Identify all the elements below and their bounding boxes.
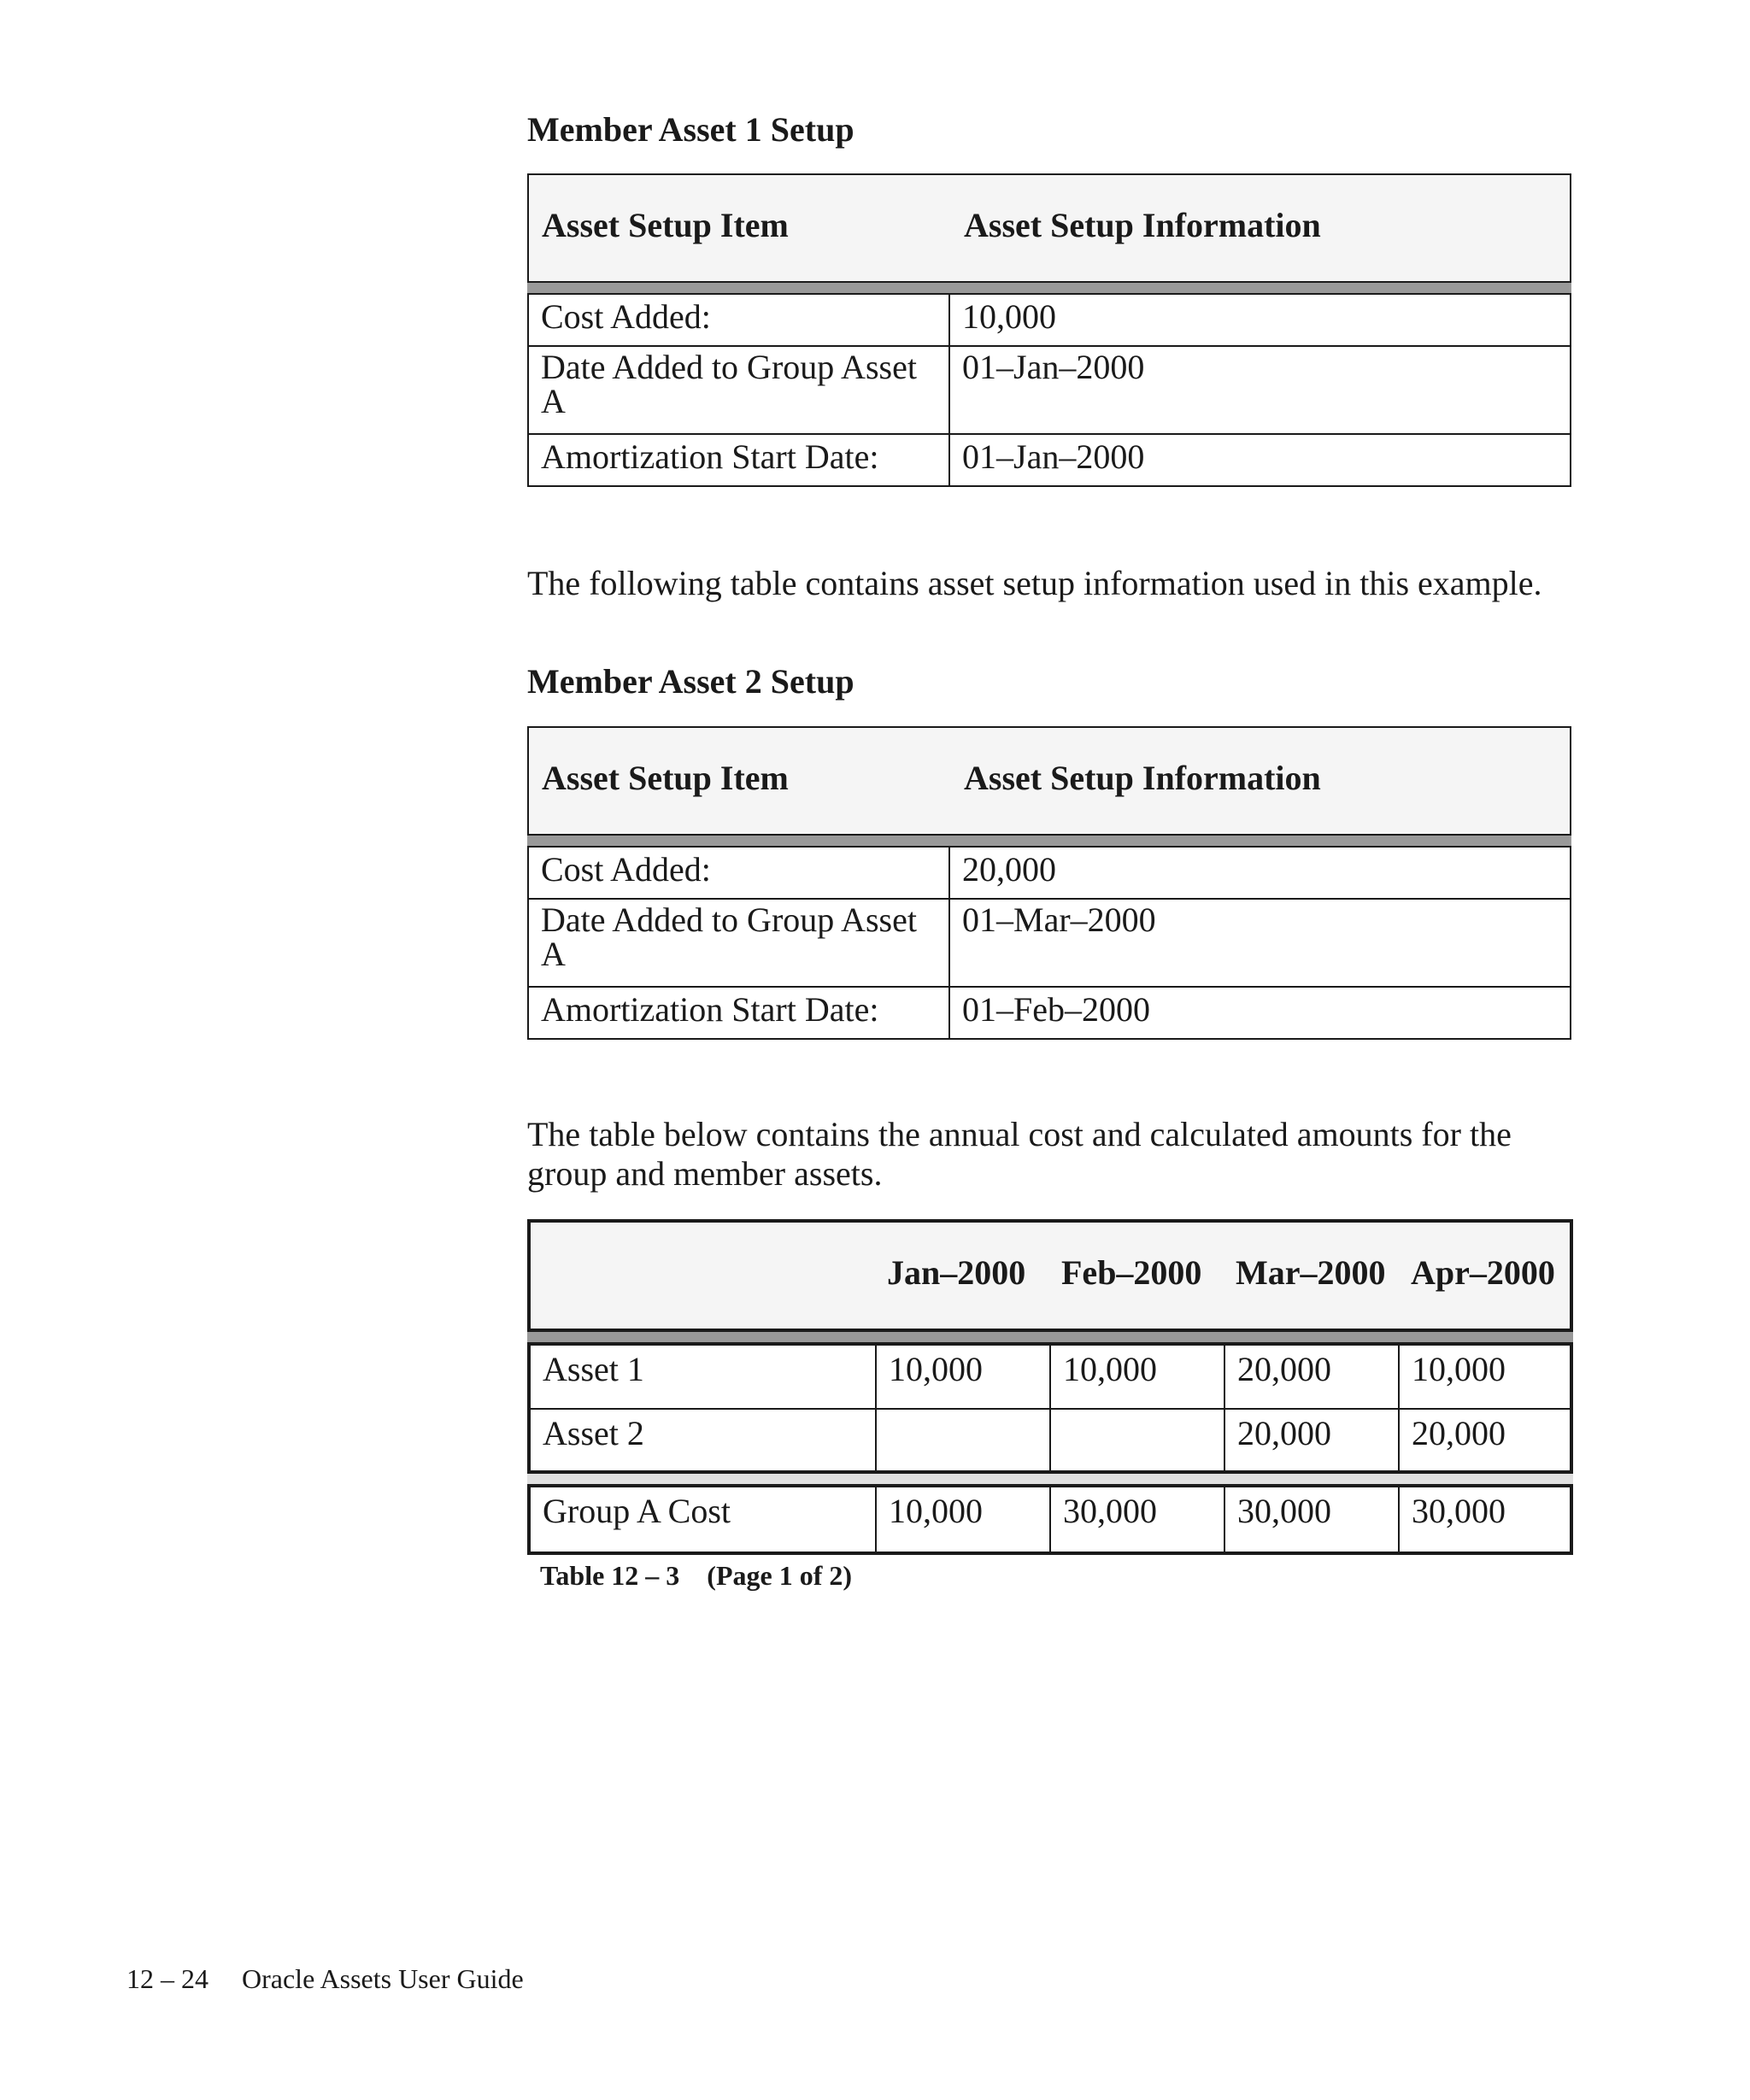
cell: 30,000: [1412, 1492, 1506, 1530]
table-caption: Table 12 – 3 (Page 1 of 2): [540, 1560, 853, 1591]
paragraph: The following table contains asset setup information used in this example.: [527, 564, 1542, 602]
table-row: [527, 293, 1571, 347]
cost-table: [527, 1219, 1573, 1555]
table-body: [527, 1342, 1573, 1474]
col-header: Feb–2000: [1061, 1253, 1202, 1292]
row-info: 20,000: [962, 850, 1056, 889]
table-row: [531, 1346, 1570, 1408]
row-info: 01–Jan–2000: [962, 437, 1145, 476]
table-total: [527, 1484, 1573, 1555]
row-item: Amortization Start Date:: [529, 435, 950, 485]
cell: 20,000: [1412, 1414, 1506, 1452]
book-title: Oracle Assets User Guide: [242, 1963, 524, 1994]
row-item: Amortization Start Date:: [529, 988, 950, 1038]
row-item: Date Added to Group Asset A: [529, 347, 950, 433]
paragraph: The table below contains the annual cost and calculated amounts for the group and member assets.: [527, 1115, 1512, 1193]
col-header: Mar–2000: [1236, 1253, 1386, 1292]
header-rule: [527, 1332, 1573, 1342]
table1-title: Member Asset 1 Setup: [527, 110, 854, 149]
table-row: [527, 347, 1571, 435]
header-item: Asset Setup Item: [542, 759, 789, 797]
table-row: [527, 435, 1571, 487]
cell: 30,000: [1051, 1487, 1225, 1552]
header-rule: [527, 836, 1571, 846]
cell: 30,000: [1225, 1487, 1400, 1552]
cell: 10,000: [877, 1487, 1051, 1552]
member-asset-2-table: [527, 726, 1571, 1040]
row-label: Asset 1: [531, 1346, 877, 1408]
table-header: [527, 726, 1571, 836]
row-info: 01–Feb–2000: [962, 990, 1150, 1029]
cell: 10,000: [877, 1346, 1051, 1408]
header-rule: [527, 283, 1571, 293]
row-item: Cost Added:: [529, 295, 950, 345]
page-footer: [126, 1962, 524, 1996]
row-item: Cost Added:: [529, 848, 950, 898]
header-info: Asset Setup Information: [964, 206, 1321, 244]
table2-title: Member Asset 2 Setup: [527, 662, 854, 701]
col-header: Jan–2000: [887, 1253, 1026, 1292]
row-label: Asset 2: [531, 1410, 877, 1470]
col-header: Apr–2000: [1411, 1253, 1555, 1292]
table-row: [531, 1408, 1570, 1470]
cell: 10,000: [1051, 1346, 1225, 1408]
table-header: [527, 173, 1571, 283]
table-header: [527, 1219, 1573, 1332]
row-label: Group A Cost: [531, 1487, 877, 1552]
header-info: Asset Setup Information: [964, 759, 1321, 797]
table-row: [527, 988, 1571, 1040]
cell: 20,000: [1225, 1346, 1400, 1408]
row-info: 01–Jan–2000: [962, 348, 1145, 386]
row-info: 10,000: [962, 297, 1056, 336]
table-row: [527, 846, 1571, 900]
total-rule: [527, 1474, 1573, 1484]
cell: 10,000: [1412, 1350, 1506, 1388]
total-row: [531, 1487, 1570, 1552]
cell: [1051, 1410, 1225, 1470]
row-item: Date Added to Group Asset A: [529, 900, 950, 986]
member-asset-1-table: [527, 173, 1571, 487]
row-info: 01–Mar–2000: [962, 900, 1156, 939]
page-number: 12 – 24: [126, 1963, 208, 1994]
cell: 20,000: [1225, 1410, 1400, 1470]
header-item: Asset Setup Item: [542, 206, 789, 244]
cell: [877, 1410, 1051, 1470]
table-row: [527, 900, 1571, 988]
